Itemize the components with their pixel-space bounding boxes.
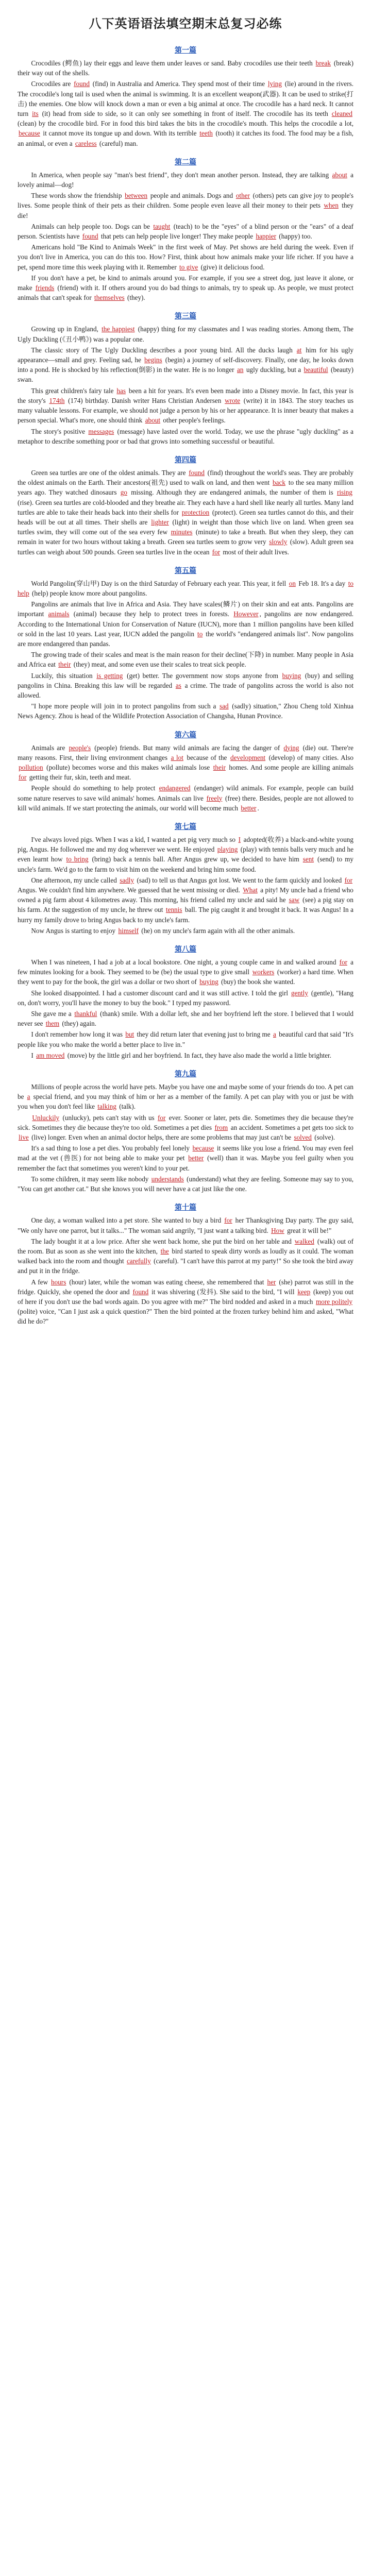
section-heading: 第一篇 — [175, 46, 196, 54]
passage-section — [18, 730, 353, 813]
answer-blank: taught — [153, 222, 171, 230]
answer-blank: solved — [294, 1133, 312, 1142]
answer-blank: walked — [294, 1237, 314, 1245]
answer-blank: the happiest — [102, 325, 135, 333]
answer-blank: a lot — [171, 753, 183, 761]
answer-blank: better — [241, 804, 257, 812]
answer-blank: to bring — [66, 855, 89, 863]
passage-text: The growing trade of their scales and meat is the main reason for their decline(下降) in number. Many people in Asia and Africa eat — [18, 651, 353, 669]
answer-blank: better — [188, 1154, 204, 1162]
answer-blank: from — [214, 1123, 228, 1131]
answer-blank: cleaned — [331, 110, 352, 118]
answer-blank: buying — [199, 978, 218, 986]
passage-text: (minute) to take a breath. But when they sleep, they can remain in water for two hours without taking a breath. Green sea turtles seem to grow very — [18, 528, 353, 546]
passage-text: (give) it delicious food. — [199, 263, 265, 271]
passage-text: special friend, and you may think of him or her as a member of the family. A pet can play with you or just be with you when you don't feel like — [18, 1093, 353, 1111]
passage-text: (well) than it was. Maybe you feel guilty when you remember the fact that sometimes you weren't kind to your pet. — [18, 1154, 353, 1172]
passage-text: people and animals. Dogs and — [148, 192, 235, 200]
passage-text: (polite) voice, "Can I just ask a quick question?" Then the bird pointed at the frozen turkey behind him and asked, "What did he do?" — [18, 1308, 353, 1326]
passage-section — [18, 45, 353, 148]
passage-paragraph — [18, 345, 353, 385]
answer-blank: freely — [206, 794, 223, 802]
passage-text: (die) out. There're many reasons. First, their living environment changes — [18, 743, 354, 761]
answer-blank: for — [212, 548, 221, 556]
passage-text: I've always loved pigs. When I was a kid, I wanted a pet pig very much so — [31, 836, 238, 843]
passage-text: (help) people know more about pangolins. — [30, 589, 147, 597]
passage-paragraph — [18, 957, 353, 987]
passage-text: (bring) back a tennis ball. After Angus grew up, we decided to have him — [89, 855, 302, 863]
answer-blank: between — [125, 192, 148, 200]
passage-section — [18, 1069, 353, 1194]
passage-text: bird started to speak dirty words as loudly as it could. The woman walked back into the room and thought — [18, 1247, 353, 1265]
section-heading: 第二篇 — [175, 157, 196, 166]
passage-text: (send) to my uncle's farm. We'd go to the farm to visit him on the weekend and bring him some food. — [18, 855, 353, 873]
passage-text: Green sea turtles are one of the oldest animals. They are — [31, 468, 188, 477]
answer-blank: dying — [283, 743, 299, 752]
passage-text: Angus. We couldn't find him anywhere. We guessed that he went missing or died. — [18, 886, 242, 894]
passage-text: (worker) a hard time. When they went to pay for the book, the girl was a dollar or two short of — [18, 968, 353, 986]
answer-blank: minutes — [171, 528, 193, 536]
section-heading: 第五篇 — [175, 566, 196, 574]
passage-text: (walk) out of the room. But as soon as she went into the kitchen, — [18, 1237, 353, 1255]
passage-text: that pets can help people live longer! They make people — [99, 232, 255, 241]
answer-blank: at — [296, 346, 302, 354]
passage-paragraph — [18, 79, 353, 148]
passage-text: missing. Although they are endangered animals, the number of them is — [128, 488, 336, 497]
passage-text: (find) in Australia and America. They spend most of their time — [90, 80, 267, 88]
passage-text: (see) a pig stay on his farm. At the suggestion of my uncle, he threw out — [18, 896, 353, 914]
passage-text: Now Angus is starting to enjoy — [31, 926, 117, 935]
answer-blank: live — [19, 1133, 29, 1142]
answer-blank: tennis — [165, 906, 182, 914]
passage-text: an accident. Sometimes a pet gets too sick to — [229, 1123, 353, 1131]
answer-blank: protection — [181, 508, 210, 516]
passage-text: (sadly) situation," Zhou Cheng told Xinhua News Agency. Zhou is head of the Wildlife Protection Association of Changsha, Hunan Province. — [18, 702, 354, 720]
passage-text: Pangolins are animals that live in Africa and Asia. They have scales(鳞片) on their skin and eat ants. Pangolins are important — [18, 600, 353, 618]
passage-text: If you don't have a pet, be kind to animals around you. For example, if you see a street dog, just leave it alone, or make — [18, 274, 353, 292]
passage-text: A few — [31, 1278, 50, 1286]
passage-text: The story's positive — [31, 427, 88, 435]
passage-section — [18, 311, 353, 446]
answer-blank: a — [273, 1030, 276, 1039]
passage-paragraph — [18, 835, 353, 874]
passage-text: (gentle), "Hang on, don't worry, you'll have the money to buy the book." I typed my password. — [18, 989, 353, 1007]
answer-blank: understands — [151, 1175, 184, 1183]
passage-text: (play) with tennis balls very much and he even learnt how — [18, 845, 353, 863]
section-heading: 第四篇 — [175, 455, 196, 464]
section-heading: 第七篇 — [175, 822, 196, 831]
answer-blank: a — [27, 1093, 30, 1101]
passage-paragraph — [18, 1143, 353, 1173]
passage-text: People should do something to help protect — [31, 784, 158, 792]
passage-text: Americans hold "Be Kind to Animals Week" in the first week of May. Pet shows are held during the week. Even if you don't live in America, you can do this too. How? First, think about how animals make your life richer. If you have a pet, spend more time this week playing with it. Remember — [18, 243, 353, 271]
section-heading: 第九篇 — [175, 1070, 196, 1078]
answer-blank: 174th — [49, 396, 65, 404]
answer-blank: messages — [88, 427, 114, 435]
passage-text: (sad) to tell us that Angus got lost. We went to the farm quickly and looked — [135, 876, 344, 884]
passage-paragraph — [18, 783, 353, 813]
passage-text: (174) birthday. Danish writer Hans Christian Andersen — [65, 396, 224, 404]
passage-text: (beauty) swan. — [18, 366, 353, 384]
answer-blank: workers — [252, 968, 275, 976]
passage-text: These words show the friendship — [31, 192, 124, 200]
answer-blank: other — [235, 192, 250, 200]
answer-blank: on — [289, 579, 296, 587]
passage-section — [18, 1202, 353, 1326]
answer-blank: is getting — [96, 671, 123, 680]
passage-text: "I hope more people will join in to protect pangolins from such a — [31, 702, 218, 710]
passage-text: I — [31, 1051, 36, 1059]
answer-blank: playing — [217, 845, 238, 854]
answer-blank: more politely — [316, 1297, 353, 1306]
passage-text: (they) again. — [60, 1020, 97, 1028]
answer-blank: himself — [118, 926, 139, 935]
passage-text: (they). — [125, 294, 145, 302]
answer-blank: for — [158, 1113, 166, 1122]
passage-text: She looked disappointed. I had a customer discount card and it was still active. I told the girl — [31, 989, 290, 997]
answer-blank: its — [32, 110, 39, 118]
passage-paragraph — [18, 926, 353, 936]
passage-text: (keep) you out of here if you don't use the bad words again. Do you agree with me?" The bird nodded and asked in a much — [18, 1287, 353, 1306]
passage-text: to the sea many million years ago. They watched dinosaurs — [18, 479, 354, 497]
passage-paragraph — [18, 1082, 353, 1112]
passage-text: (solve). — [312, 1133, 335, 1142]
passage-text: ball. The pig caught it and brought it back. It was Angus! In a hurry my family drove to bring Angus back to my uncle's farm. — [18, 906, 353, 924]
passage-paragraph — [18, 386, 353, 426]
answer-blank: as — [175, 681, 181, 689]
passage-text: I don't remember how long it was — [31, 1030, 125, 1039]
passage-text: (find) throughout the world's seas. They are probably the oldest animals on the Earth. Their ancestors(祖先) used to walk on land, and then went — [18, 468, 354, 487]
answer-blank: friends — [35, 284, 55, 292]
passage-section — [18, 821, 353, 936]
passage-paragraph — [18, 743, 353, 783]
passage-text: One afternoon, my uncle called — [31, 876, 119, 884]
passage-text: (careful). "I can't have this parrot at my party!" So she took the bird away and put it in the fridge. — [18, 1257, 353, 1275]
passage-text: (buy) and selling pangolins in China. Breaking this law will be regarded — [18, 671, 353, 689]
passage-text: Feb 18. It's a day — [296, 579, 347, 587]
passage-paragraph — [18, 988, 353, 1008]
answer-blank: However — [233, 610, 259, 618]
passage-paragraph — [18, 1009, 353, 1028]
passage-text: they did return later that evening just to bring me — [135, 1030, 272, 1039]
section-heading: 第三篇 — [175, 312, 196, 320]
passage-paragraph — [18, 468, 353, 557]
passage-paragraph — [18, 242, 353, 272]
answer-blank: an — [237, 366, 244, 374]
passage-text: (protect). Green sea turtles cannot do this, and their heads will be out at all times. Their shells are — [18, 508, 354, 526]
passage-text: This great children's fairy tale — [31, 386, 116, 395]
passage-paragraph — [18, 222, 353, 241]
passage-text: Millions of people across the world have pets. Maybe you have one and maybe some of your friends do too. A pet can be — [18, 1083, 353, 1101]
answer-blank: to — [197, 630, 203, 638]
passage-text: (she) parrot was still in the fridge. Quickly, she opened the door and — [18, 1278, 353, 1296]
answer-blank: happier — [256, 232, 276, 241]
answer-blank: gently — [291, 989, 308, 997]
passage-text: the world's "endangered animals list". Now pangolins are more endangered than pandas. — [18, 630, 353, 648]
answer-blank: for — [339, 958, 347, 967]
answer-blank: found — [132, 1287, 149, 1296]
answer-blank: sadly — [120, 876, 134, 884]
passage-text: (clean) by the crocodile bird. For in food this bird takes the bits in the crocodile's mouth. This helps the crocodile a lot, — [18, 120, 353, 128]
passage-text: most of their adult lives. — [221, 548, 289, 556]
passage-paragraph — [18, 701, 353, 721]
passage-paragraph — [18, 1236, 353, 1276]
passage-text: , pangolins are now endangered. According to the International Union for Conservation of Nature (IUCN), more than 1 million pangolins have been killed or sold in the last 10 years. Last year, IUCN added the pangolin — [18, 610, 353, 638]
passage-text: (rise). Green sea turtles are cold-blooded and they breathe air. They each have a hard shell like nearly all turtles. Many land turtles are able to take their heads back into their shells for — [18, 498, 353, 516]
passage-text: (write) it in 1843. The story teaches us many valuable lessons. For example, we should not judge a person by his or her appearance. It is inner beauty that makes a person special. What's more, one should think — [18, 396, 353, 425]
answer-blank: careless — [75, 139, 97, 147]
passage-text: (it) head from side to side, so it can only see something in front of itself. The crocodile has its teeth — [39, 110, 331, 118]
passage-section — [18, 565, 353, 721]
answer-blank: found — [189, 468, 205, 477]
passage-paragraph — [18, 1215, 353, 1235]
passage-paragraph — [18, 1029, 353, 1049]
passage-text: (begin) a journey of self-discovery. Finally, one day, he looks down into a pond. He is shocked by his reflection(倒影) in the water. He is no longer — [18, 356, 353, 374]
passage-text: Growing up in England, — [31, 325, 101, 333]
answer-blank: because — [19, 129, 40, 138]
passage-text: because of the — [184, 753, 229, 761]
answer-blank: lying — [267, 80, 282, 88]
answer-blank: buying — [282, 671, 301, 680]
passage-paragraph — [18, 324, 353, 344]
passage-text: beautiful card that said "It's people like you who make the world a better place to live in." — [18, 1030, 353, 1048]
answer-blank: when — [324, 201, 339, 210]
passage-text: Animals can help people too. Dogs can be — [31, 222, 153, 230]
answer-blank: sent — [302, 855, 314, 863]
passage-text: (others) pets can give joy to people's lives. Some people think of their pets as their children. Some people even leave all their money to their pets — [18, 192, 353, 210]
passage-text: (free) there. Besides, people are not allowed to kill wild animals. If we start protecting the animals, our world will become much — [18, 794, 353, 812]
passage-text: (they) meat, and some even use their scales to treat sick people. — [72, 660, 246, 669]
answer-blank: their — [58, 660, 71, 669]
passage-section — [18, 157, 353, 303]
passage-text: other people's feelings. — [161, 416, 226, 425]
passage-text: homes. And some people are killing animals — [226, 763, 353, 771]
passage-text: a few minutes looking for a book. They seemed to be (be) the usual type to give small — [18, 958, 354, 976]
passage-paragraph — [18, 650, 353, 669]
passage-text: (message) have lasted over the world. Today, we use the phrase "ugly duckling" as a metaphor to describe something poor or bad that grows into something successful or beautiful. — [18, 427, 353, 445]
passage-text: her Thanksgiving Day party. The guy said, "We only have one parrot, but it talks..." The woman said angrily, "I just want a talking bird. — [18, 1216, 353, 1234]
answer-blank: slowly — [269, 538, 288, 546]
answer-blank: about — [145, 416, 161, 425]
passage-text: (endanger) wild animals. For example, people can build some nature reserves to save wild animals' homes. Animals can live — [18, 784, 353, 802]
passage-text: (talk). — [117, 1103, 136, 1111]
passage-text: Crocodiles (鳄鱼) lay their eggs and leave them under leaves or sand. Baby crocodiles use their teeth — [31, 59, 315, 67]
passage-section — [18, 944, 353, 1060]
passage-text: great it will be!" — [285, 1226, 332, 1234]
passage-text: It's a sad thing to lose a pet dies. You probably feel lonely — [31, 1144, 192, 1153]
answer-blank: found — [82, 232, 98, 241]
answer-blank: I — [238, 836, 241, 843]
passage-paragraph — [18, 1113, 353, 1143]
passage-paragraph — [18, 58, 353, 78]
passage-text: (people) friends. But many wild animals are facing the danger of — [92, 743, 283, 752]
answer-blank: but — [125, 1030, 134, 1039]
passage-paragraph — [18, 273, 353, 303]
passage-text: (careful) man. — [97, 139, 138, 147]
passage-text: (buy) the book she wanted. — [219, 978, 295, 986]
answer-blank: themselves — [94, 294, 125, 302]
passage-text: Animals are — [31, 743, 68, 752]
passage-text: Luckily, this situation — [31, 671, 96, 680]
passage-text: Crocodiles are — [31, 80, 73, 88]
answer-blank: them — [45, 1020, 60, 1028]
passage-text: (slow). Adult green sea turtles can weigh about 500 pounds. Green sea turtles live in the ocean — [18, 538, 353, 556]
passage-text: (move) by the little girl and her boyfriend. In fact, they have also made the world a little brighter. — [65, 1051, 332, 1059]
answer-blank: has — [116, 386, 126, 395]
answer-blank: saw — [289, 896, 300, 904]
passage-text: To some children, it may seem like nobody — [31, 1175, 150, 1183]
passage-text: (friend) with it. If others around you do bad things to animals, try to speak up. As people, we must protect animals that can't speak for — [18, 284, 353, 302]
answer-blank: break — [315, 59, 331, 67]
passage-text: it seems like you lose a friend. You may even feel mad at the vet (兽医) for not being able to make your pet — [18, 1144, 353, 1162]
answer-blank: endangered — [159, 784, 191, 792]
passage-text: a pity! My uncle had a friend who owned a pig farm about 4 kilometres away. This morning, his friend called my uncle and said he — [18, 886, 353, 904]
answer-blank: rising — [336, 488, 352, 497]
passage-text: a lovely animal—dog! — [18, 171, 353, 189]
passage-text: been a hit for years. It's even been made into a Disney movie. In fact, this year is the story's — [18, 386, 353, 404]
answer-blank: How — [271, 1226, 284, 1234]
answer-blank: Unluckily — [32, 1113, 60, 1122]
passage-text: (develop) of many cities. Also — [266, 753, 353, 761]
passage-text: (animal) because they help to protect trees in forests. — [70, 610, 233, 618]
passage-text: (tooth) it catches its food. The food may be a fish, an animal, or even a — [18, 129, 353, 147]
passage-text: getting their fur, skin, teeth and meat. — [27, 773, 131, 782]
passage-text: (understand) what they are feeling. Someone may say to you, "You can get another cat." But she knows you will never have a cat just like the one. — [18, 1175, 353, 1193]
answer-blank: What — [243, 886, 258, 894]
passage-text: (light) in weight than those which live on land. When green sea turtles swim, they will come out of the sea every few — [18, 518, 353, 536]
answer-blank: found — [74, 80, 90, 88]
answer-blank: teeth — [199, 129, 213, 138]
section-heading: 第八篇 — [175, 945, 196, 954]
answer-blank: begins — [144, 356, 162, 364]
page-title: 八下英语语法填空期末总复习必练 — [89, 17, 282, 31]
section-heading: 第十篇 — [175, 1203, 196, 1212]
passage-text: In America, when people say "man's best friend", they don't mean another person. Instead, they are talking — [31, 171, 331, 179]
answer-blank: wrote — [225, 396, 241, 404]
passage-text: him for his ugly appearance—small and grey. Feeling sad, he — [18, 346, 353, 364]
answer-blank: for — [344, 876, 352, 884]
answer-blank: sad — [220, 702, 229, 710]
passage-text: it cannot move its tongue up and down. With its terrible — [41, 129, 199, 138]
passage-text: (break) their way out of the shells. — [18, 59, 353, 77]
answer-blank: the — [160, 1247, 169, 1255]
passage-text: (hour) later, while the woman was eating cheese, she remembered that — [67, 1278, 266, 1286]
passage-paragraph — [18, 1277, 353, 1327]
passage-paragraph — [18, 579, 353, 598]
passage-text: adopted(收养) a black-and-white young pig, Angus. He followed me and my dog wherever we went. He enjoyed — [18, 836, 353, 854]
passage-text: ever. Sooner or later, pets die. Sometimes they die because they're sick. Sometimes they die because they're too old. Sometimes a pet dies — [18, 1113, 353, 1131]
passage-paragraph — [18, 170, 353, 190]
passage-paragraph — [18, 1174, 353, 1194]
answer-blank: animals — [48, 610, 70, 618]
answer-blank: go — [120, 488, 127, 497]
answer-blank: keep — [297, 1287, 311, 1296]
passage-paragraph — [18, 599, 353, 649]
answer-blank: lighter — [151, 518, 169, 526]
passage-text: . — [257, 804, 259, 812]
worksheet-content — [18, 45, 353, 1327]
passage-text: a crime. The trade of pangolins across the world is also not allowed. — [18, 681, 354, 699]
answer-blank: for — [19, 773, 27, 782]
passage-text: The classic story of The Ugly Duckling describes a poor young bird. All the ducks laugh — [31, 346, 296, 354]
answer-blank: their — [213, 763, 226, 771]
answer-blank: carefully — [126, 1257, 151, 1265]
answer-blank: talking — [97, 1103, 116, 1111]
answer-blank: hours — [51, 1278, 66, 1286]
passage-paragraph — [18, 1050, 353, 1060]
passage-text: (unlucky), pets can't stay with us — [60, 1113, 157, 1122]
passage-paragraph — [18, 191, 353, 221]
answer-blank: development — [230, 753, 266, 761]
passage-text: (thank) smile. With a dollar left, she and her boyfriend left the store. I believed that I would never see — [18, 1010, 354, 1028]
answer-blank: people's — [69, 743, 91, 752]
passage-text: The lady bought it at a low price. After she went back home, she put the bird on her table and — [31, 1237, 294, 1245]
answer-blank: about — [332, 171, 347, 179]
passage-text: (teach) to be the "eyes" of a blind person or the "ears" of a deaf person. Scientists have — [18, 222, 353, 241]
answer-blank: to help — [18, 579, 353, 597]
answer-blank: am moved — [36, 1051, 65, 1059]
passage-text: (he) on my uncle's farm again with all the other animals. — [140, 926, 295, 935]
answer-blank: because — [192, 1144, 214, 1153]
answer-blank: her — [267, 1278, 276, 1286]
passage-paragraph — [18, 875, 353, 925]
passage-text: (happy) too. — [277, 232, 312, 241]
passage-text: (lie) around in the rivers. The crocodile's long tail is used when the animal is swimming. It is an excellent weapon(武器). It can be used to strike(打击) the enemies. One blow will knock down a man or even a big animal at once. The crocodile has a hard neck. It cannot turn — [18, 80, 354, 118]
passage-text: (live) longer. Even when an animal doctor helps, there are some problems that may just can't be — [29, 1133, 293, 1142]
answer-blank: for — [224, 1216, 232, 1225]
passage-paragraph — [18, 671, 353, 701]
passage-text: She gave me a — [31, 1010, 74, 1018]
answer-blank: back — [273, 479, 285, 487]
passage-text: it was shivering (发抖). She said to the bird, "I will — [149, 1287, 297, 1296]
passage-text: World Pangolin(穿山甲) Day is on the third Saturday of February each year. This year, it fell — [31, 579, 288, 587]
answer-blank: to give — [179, 263, 198, 271]
passage-text: (pollute) becomes worse and this makes wild animals lose — [44, 763, 212, 771]
answer-blank: beautiful — [303, 366, 328, 374]
passage-text: (happy) thing for my classmates and I was reading stories. Among them, The Ugly Duckling (《丑小鸭》) was a popular one. — [18, 325, 354, 343]
passage-text: (get) better. The government now stops anyone from — [124, 671, 281, 680]
passage-paragraph — [18, 427, 353, 446]
passage-section — [18, 454, 353, 557]
passage-text: ugly duckling, but a — [244, 366, 303, 374]
section-heading: 第六篇 — [175, 730, 196, 739]
answer-blank: thankful — [74, 1010, 97, 1018]
passage-text: When I was nineteen, I had a job at a local bookstore. One night, a young couple came in and walked around — [31, 958, 339, 967]
passage-text: One day, a woman walked into a pet store. She wanted to buy a bird — [31, 1216, 224, 1225]
answer-blank: pollution — [19, 763, 43, 771]
passage-text: they die! — [18, 201, 353, 219]
